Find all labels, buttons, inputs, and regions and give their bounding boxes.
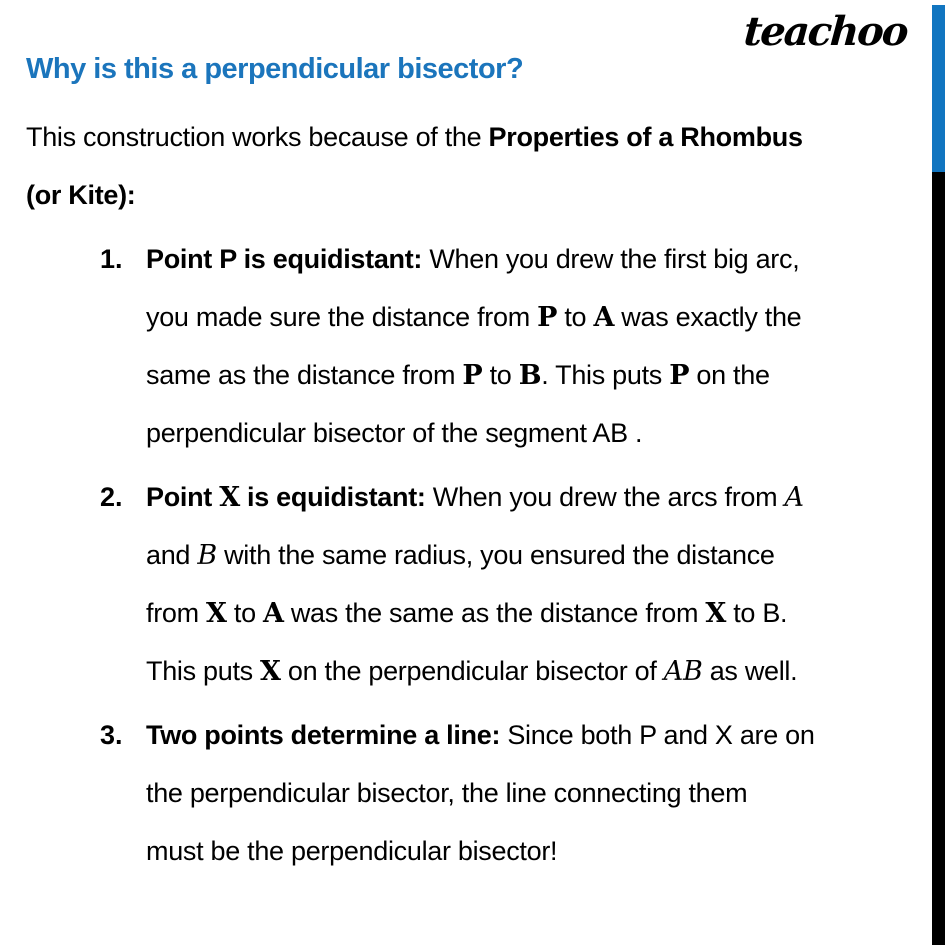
text-segment: on the perpendicular bisector of xyxy=(280,656,664,686)
text-segment: you made sure the distance from xyxy=(146,302,538,332)
text-segment: as well. xyxy=(702,656,798,686)
text-line xyxy=(0,346,945,404)
text-segment: P xyxy=(537,302,558,333)
text-segment: . This puts xyxy=(541,360,670,390)
text-segment: Since both P and X are on xyxy=(507,720,815,750)
document-body xyxy=(0,108,945,880)
text-segment: A xyxy=(784,482,804,513)
text-segment: P xyxy=(462,360,483,391)
text-segment: was the same as the distance from xyxy=(283,598,706,628)
paragraph xyxy=(0,108,945,224)
text-segment: with the same radius, you ensured the distance xyxy=(216,540,775,570)
text-line xyxy=(0,288,945,346)
text-segment: was exactly the xyxy=(614,302,802,332)
text-line xyxy=(0,764,945,822)
text-line xyxy=(0,108,945,166)
text-segment: AB xyxy=(663,656,703,687)
text-line xyxy=(0,166,945,224)
text-line xyxy=(0,642,945,700)
page-title: Why is this a perpendicular bisector? xyxy=(26,53,524,85)
text-segment: X xyxy=(219,482,240,513)
text-segment: to B. xyxy=(726,598,788,628)
teachoo-logo: teachoo xyxy=(742,8,909,55)
text-segment: the perpendicular bisector, the line connecting them xyxy=(146,778,748,808)
text-segment: to xyxy=(482,360,519,390)
text-segment: same as the distance from xyxy=(146,360,463,390)
text-line xyxy=(0,404,945,462)
text-segment: X xyxy=(260,656,281,687)
text-line xyxy=(0,706,945,764)
list-number: 2. xyxy=(100,482,123,512)
text-line xyxy=(0,822,945,880)
text-segment: (or Kite): xyxy=(26,180,136,210)
text-segment: on the xyxy=(689,360,770,390)
text-line xyxy=(0,468,945,526)
text-segment: to xyxy=(226,598,263,628)
text-segment: P xyxy=(669,360,690,391)
text-segment: from xyxy=(146,598,207,628)
text-segment: When you drew the first big arc, xyxy=(429,244,800,274)
list-item xyxy=(0,706,945,880)
text-segment: is equidistant: xyxy=(239,482,433,512)
text-segment: Properties of a Rhombus xyxy=(488,122,803,152)
text-segment: Two points determine a line: xyxy=(146,720,508,750)
text-segment: X xyxy=(705,598,727,629)
text-segment: X xyxy=(206,598,227,629)
text-segment: Point xyxy=(146,482,220,512)
list-number: 1. xyxy=(100,244,123,274)
text-line xyxy=(0,584,945,642)
text-segment: must be the perpendicular bisector! xyxy=(146,836,558,866)
list-item xyxy=(0,230,945,462)
list-number: 3. xyxy=(100,720,123,750)
text-segment: Point P is equidistant: xyxy=(146,244,430,274)
text-segment: to xyxy=(557,302,594,332)
list-item xyxy=(0,468,945,700)
text-segment: perpendicular bisector of the segment AB . xyxy=(146,418,643,448)
text-segment: B xyxy=(518,360,542,391)
text-segment: This puts xyxy=(146,656,261,686)
text-segment: and xyxy=(146,540,198,570)
text-line xyxy=(0,526,945,584)
text-segment: This construction works because of the xyxy=(26,122,489,152)
text-segment: B xyxy=(197,540,217,571)
text-segment: When you drew the arcs from xyxy=(432,482,785,512)
text-segment: A xyxy=(263,598,284,629)
text-segment: A xyxy=(593,302,615,333)
text-line xyxy=(0,230,945,288)
